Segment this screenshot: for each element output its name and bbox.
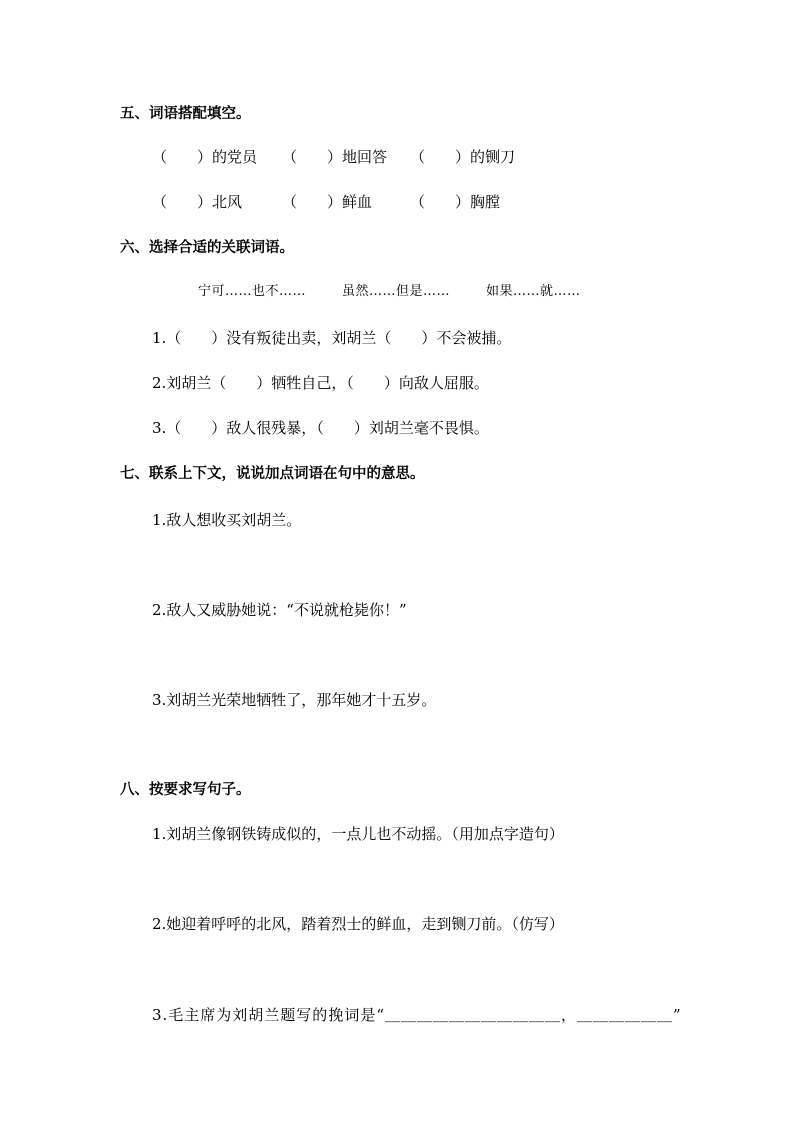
fill-blank-item: （ ）鲜血 <box>282 193 373 211</box>
section-6-title: 六、选择合适的关联词语。 <box>120 240 294 256</box>
fill-blank-item: （ ）胸膛 <box>410 193 501 211</box>
conjunction-option: 虽然……但是…… <box>342 284 451 299</box>
meaning-question: 2.敌人又威胁她说：“不说就枪毙你！” <box>152 601 407 619</box>
section-7-title: 七、联系上下文，说说加点词语在句中的意思。 <box>120 466 425 482</box>
meaning-question: 3.刘胡兰光荣地牺牲了，那年她才十五岁。 <box>152 691 437 709</box>
conjunction-question: 2.刘胡兰（ ）牺牲自己，（ ）向敌人屈服。 <box>152 374 489 392</box>
conjunction-question: 1.（ ）没有叛徒出卖，刘胡兰（ ）不会被捕。 <box>152 329 512 347</box>
conjunction-option: 如果……就…… <box>486 284 581 299</box>
meaning-question: 1.敌人想收买刘胡兰。 <box>152 511 302 529</box>
conjunction-option: 宁可……也不…… <box>198 284 307 299</box>
fill-blank-item: （ ）的铡刀 <box>410 148 516 166</box>
fill-blank-item: （ ）的党员 <box>152 148 258 166</box>
section-8-title: 八、按要求写句子。 <box>120 782 251 798</box>
sentence-task: 3.毛主席为刘胡兰题写的挽词是“＿＿＿＿＿＿＿＿＿＿＿，＿＿＿＿＿＿” <box>152 1006 682 1024</box>
fill-blank-item: （ ）地回答 <box>282 148 388 166</box>
fill-blank-item: （ ）北风 <box>152 193 243 211</box>
section-5-title: 五、词语搭配填空。 <box>120 106 251 122</box>
sentence-task: 1.刘胡兰像钢铁铸成似的，一点儿也不动摇。（用加点字造句） <box>152 825 564 843</box>
sentence-task: 2.她迎着呼呼的北风，踏着烈士的鲜血，走到铡刀前。（仿写） <box>152 915 564 933</box>
conjunction-question: 3.（ ）敌人很残暴，（ ）刘胡兰毫不畏惧。 <box>152 419 489 437</box>
